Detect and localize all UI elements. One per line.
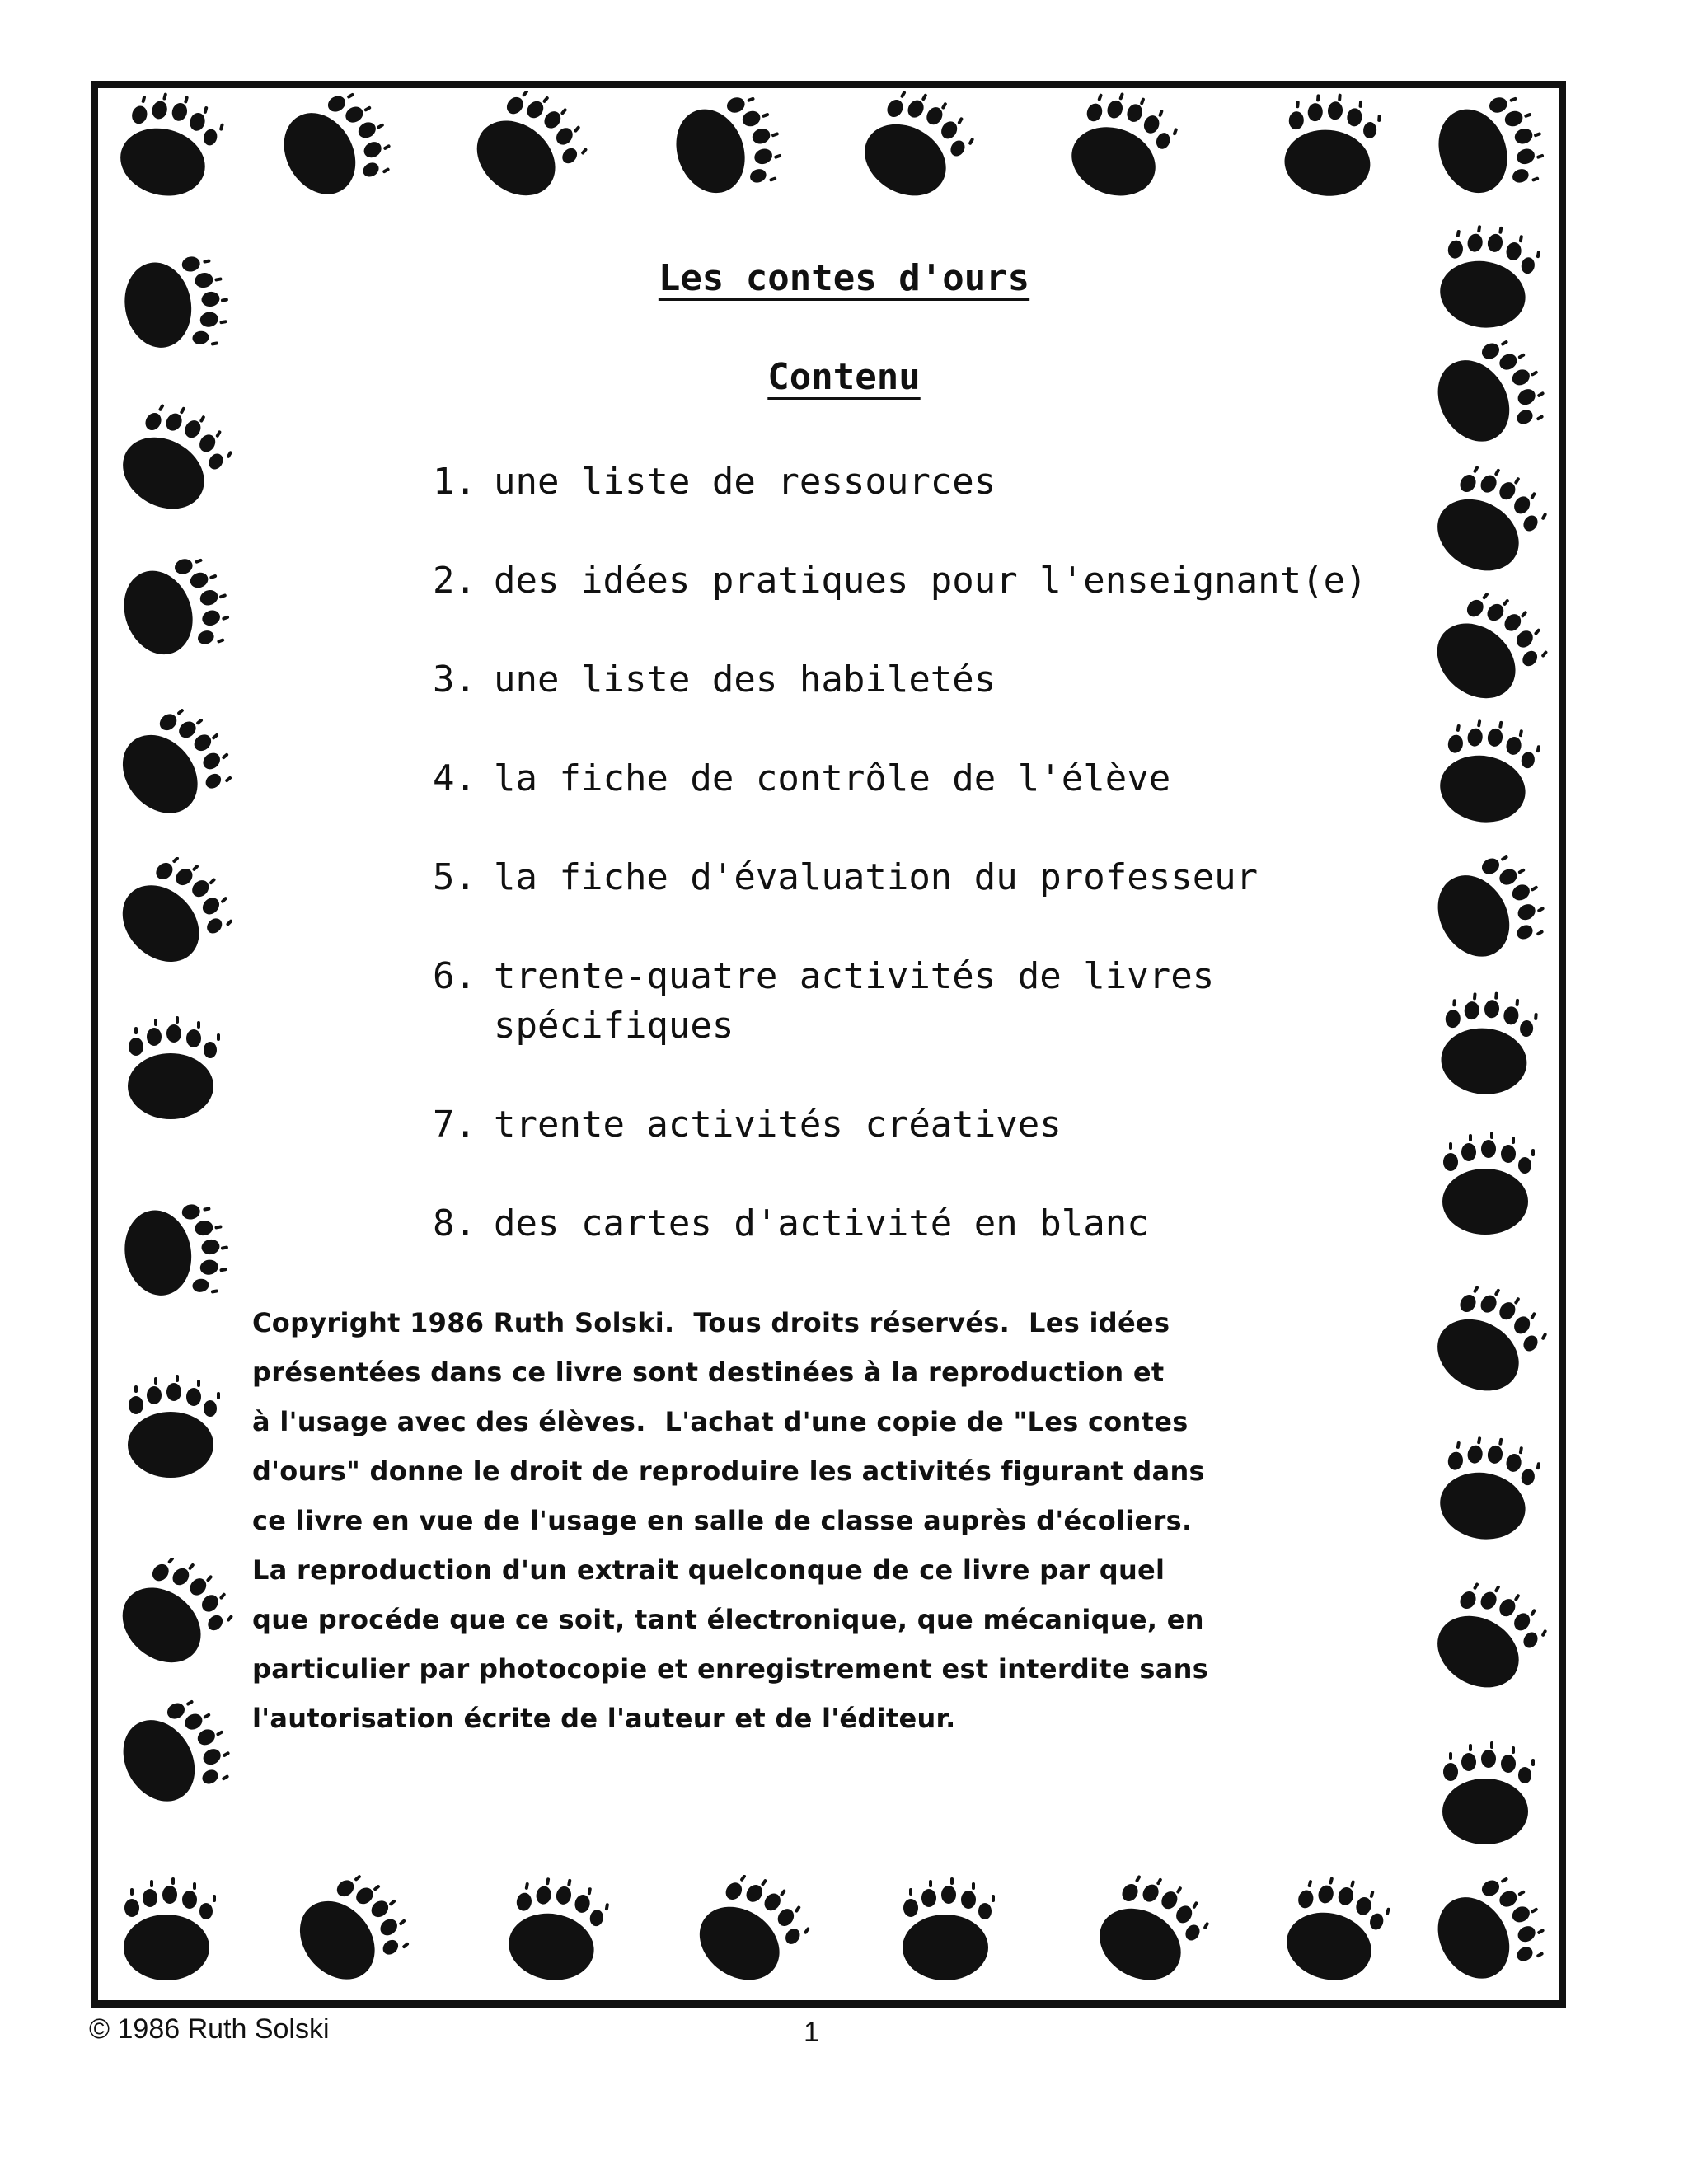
- list-item-number: 3.: [433, 658, 476, 701]
- list-item-text-continued: spécifiques: [494, 1005, 734, 1047]
- list-item-number: 7.: [433, 1104, 476, 1146]
- list-item-text: une liste de ressources: [494, 461, 996, 503]
- list-item-number: 6.: [433, 955, 476, 997]
- bear-paw-icon: [1059, 91, 1183, 206]
- bear-paw-icon: [1426, 1582, 1550, 1698]
- bear-paw-icon: [1426, 466, 1550, 581]
- copyright-line: Copyright 1986 Ruth Solski. Tous droits réservés. Les idées: [252, 1307, 1170, 1338]
- list-item-number: 1.: [433, 461, 476, 503]
- bear-paw-icon: [111, 404, 235, 519]
- list-item-number: 4.: [433, 757, 476, 799]
- bear-paw-icon: [853, 91, 977, 206]
- list-item-text: la fiche de contrôle de l'élève: [494, 757, 1171, 799]
- copyright-notice: [252, 1298, 1357, 1743]
- list-item-number: 8.: [433, 1202, 476, 1244]
- list-item: [433, 457, 1367, 507]
- list-item: [433, 754, 1367, 804]
- list-item-text: des cartes d'activité en blanc: [494, 1202, 1149, 1244]
- bear-paw-icon: [272, 91, 396, 206]
- list-item-text: une liste des habiletés: [494, 658, 996, 701]
- bear-paw-icon: [111, 1195, 235, 1310]
- copyright-line: l'autorisation écrite de l'auteur et de l'éditeur.: [252, 1703, 956, 1734]
- copyright-line: d'ours" donne le droit de reproduire les activités figurant dans: [252, 1455, 1205, 1487]
- copyright-line: à l'usage avec des élèves. L'achat d'une copie de "Les contes: [252, 1406, 1189, 1437]
- bear-paw-icon: [107, 1875, 231, 1990]
- bear-paw-icon: [1088, 1875, 1212, 1990]
- bear-paw-icon: [111, 709, 235, 824]
- bear-paw-icon: [111, 1698, 235, 1813]
- footer-copyright: © 1986 Ruth Solski: [89, 2013, 330, 2045]
- bear-paw-icon: [495, 1875, 618, 1990]
- list-item-text: des idées pratiques pour l'enseignant(e): [494, 560, 1367, 602]
- copyright-line: particulier par photocopie et enregistrement est interdite sans: [252, 1653, 1209, 1685]
- list-item-number: 2.: [433, 560, 476, 602]
- bear-paw-icon: [688, 1875, 812, 1990]
- copyright-line: La reproduction d'un extrait quelconque de ce livre par quel: [252, 1554, 1165, 1586]
- bear-paw-icon: [466, 91, 589, 206]
- bear-paw-icon: [107, 91, 231, 206]
- bear-paw-icon: [111, 1372, 235, 1488]
- contents-list: [433, 457, 1367, 1298]
- bear-paw-icon: [1426, 1129, 1550, 1244]
- bear-paw-icon: [111, 552, 235, 668]
- page-number: 1: [804, 2017, 819, 2048]
- list-item-text: trente activités créatives: [494, 1104, 1062, 1146]
- list-item: [433, 556, 1367, 606]
- list-item: [433, 853, 1367, 902]
- copyright-line: que procéde que ce soit, tant électronique, que mécanique, en: [252, 1604, 1204, 1635]
- bear-paw-icon: [1273, 1875, 1397, 1990]
- list-item: [433, 952, 1367, 1051]
- copyright-line: présentées dans ce livre sont destinées à la reproduction et: [252, 1357, 1165, 1388]
- list-item: [433, 1100, 1367, 1150]
- list-item-number: 5.: [433, 856, 476, 898]
- document-title: Les contes d'ours: [658, 257, 1030, 299]
- bear-paw-icon: [1426, 853, 1550, 968]
- list-item: [433, 1199, 1367, 1249]
- contents-heading: Contenu: [767, 356, 921, 398]
- bear-paw-icon: [288, 1875, 412, 1990]
- copyright-line: ce livre en vue de l'usage en salle de classe auprès d'écoliers.: [252, 1505, 1193, 1536]
- bear-paw-icon: [886, 1875, 1010, 1990]
- list-item-text: la fiche d'évaluation du professeur: [494, 856, 1259, 898]
- bear-paw-icon: [1426, 91, 1550, 206]
- list-item: [433, 655, 1367, 705]
- list-item-text: trente-quatre activités de livres: [494, 955, 1215, 997]
- bear-paw-icon: [1426, 989, 1550, 1104]
- bear-paw-icon: [663, 91, 787, 206]
- bear-paw-icon: [1426, 717, 1550, 832]
- bear-paw-icon: [1426, 1875, 1550, 1990]
- bear-paw-icon: [1426, 1286, 1550, 1401]
- bear-paw-icon: [111, 1558, 235, 1673]
- bear-paw-icon: [1269, 91, 1393, 206]
- bear-paw-icon: [1426, 1739, 1550, 1854]
- bear-paw-icon: [1426, 593, 1550, 709]
- bear-paw-icon: [111, 1014, 235, 1129]
- bear-paw-icon: [111, 857, 235, 972]
- bear-paw-icon: [1426, 1434, 1550, 1549]
